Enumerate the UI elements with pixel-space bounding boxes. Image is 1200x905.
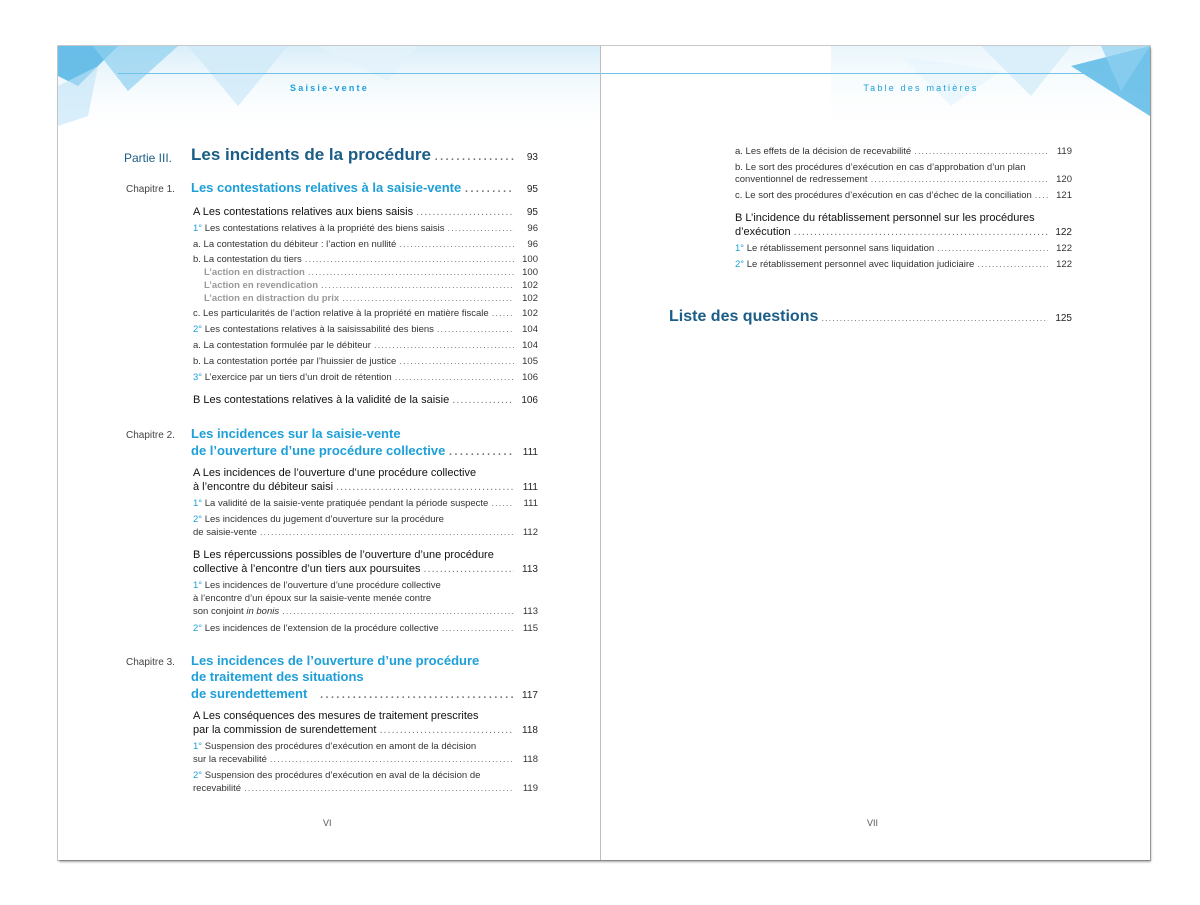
entry-number: 2° [193, 324, 203, 335]
leader-dots [1035, 190, 1048, 201]
entry-text: sur la recevabilité [193, 754, 267, 765]
entry-number: 2° [735, 259, 745, 270]
page-number: 102 [522, 293, 538, 304]
leader-dots [282, 606, 514, 617]
entry-text: à l’encontre du débiteur saisi [193, 481, 334, 493]
entry-text: de saisie-vente [193, 527, 257, 538]
leader-dots [270, 754, 514, 765]
leader-dots [464, 179, 514, 197]
chapter-title: de surendettement [191, 686, 308, 701]
page-number: 125 [1055, 313, 1072, 324]
leader-dots [342, 293, 514, 304]
entry-text: Les contestations relatives à la propriété des biens saisis [202, 223, 445, 234]
toc-entry[interactable] [193, 754, 538, 765]
entry-text[interactable]: à l’encontre d’un époux sur la saisie-vente menée contre [193, 593, 432, 604]
page-number: 119 [1056, 146, 1072, 157]
toc-entry[interactable] [193, 372, 538, 383]
page-number: 122 [1055, 227, 1072, 238]
toc-entry[interactable] [193, 724, 538, 736]
toc-entry[interactable] [193, 563, 538, 575]
entry-text: La validité de la saisie-vente pratiquée pendant la période suspecte [202, 498, 489, 509]
chapter-label: Chapitre 1. [126, 184, 175, 195]
leader-dots [336, 481, 514, 493]
leader-dots [434, 147, 514, 165]
toc-entry[interactable] [193, 206, 538, 218]
entry-text: L’action en distraction du prix [204, 293, 340, 304]
part-title-row[interactable] [191, 145, 538, 165]
entry-text: Le rétablissement personnel avec liquidation judiciaire [744, 259, 975, 270]
leader-dots [374, 340, 514, 351]
page-number: 96 [527, 223, 538, 234]
leader-dots [937, 243, 1048, 254]
page-number: 102 [522, 280, 538, 291]
entry-text: recevabilité [193, 783, 242, 794]
page-number: 104 [522, 340, 538, 351]
toc-entry[interactable] [735, 243, 1072, 254]
leader-dots [321, 280, 514, 291]
part-label: Partie III. [124, 151, 173, 165]
left-page [58, 46, 601, 860]
entry-text: a. Les effets de la décision de recevabilité [735, 146, 912, 157]
running-head: Table des matières [863, 83, 979, 93]
chapter-label: Chapitre 3. [126, 657, 175, 668]
chapter-title: Les contestations relatives à la saisie-vente [191, 180, 462, 195]
leader-dots [399, 239, 514, 250]
entry-number: 3° [193, 372, 203, 383]
entry-text: conventionnel de redressement [735, 174, 868, 185]
entry-text: a. La contestation formulée par le débiteur [193, 340, 371, 351]
leader-dots [308, 267, 514, 278]
toc-entry[interactable] [193, 340, 538, 351]
leader-dots [977, 259, 1048, 270]
toc-entry[interactable] [204, 267, 538, 278]
leader-dots [260, 527, 514, 538]
entry-text[interactable]: b. Le sort des procédures d’exécution en cas d’approbation d’un plan [735, 162, 1026, 173]
page-number: 111 [522, 482, 538, 493]
toc-entry[interactable] [193, 783, 538, 794]
chapter-title-row[interactable] [191, 179, 538, 197]
page-number: 111 [522, 447, 538, 458]
chapter-label: Chapitre 2. [126, 430, 175, 441]
entry-text[interactable]: B L’incidence du rétablissement personnel sur les procédures [735, 212, 1035, 224]
entry-text: L’action en revendication [204, 280, 319, 291]
entry-number: 2° [193, 514, 203, 525]
entry-text: L’exercice par un tiers d’un droit de rétention [202, 372, 392, 383]
entry-text: d’exécution [735, 226, 791, 238]
leader-dots [416, 206, 514, 218]
chapter-title-row[interactable] [191, 685, 538, 703]
toc-entry[interactable] [735, 146, 1072, 157]
entry-number: 1° [193, 580, 203, 591]
page-number: 102 [522, 308, 538, 319]
entry-text[interactable]: B Les répercussions possibles de l’ouverture d’une procédure [193, 549, 494, 561]
entry-text: c. Le sort des procédures d’exécution en cas d’échec de la conciliation [735, 190, 1032, 201]
leader-dots [399, 356, 514, 367]
page-number: 122 [1056, 243, 1072, 254]
entry-text: Les incidences de l’extension de la procédure collective [202, 623, 439, 634]
toc-entry[interactable] [193, 481, 538, 493]
entry-text: L’action en distraction [204, 267, 305, 278]
toc-entry[interactable] [193, 223, 538, 234]
entry-text-part: Les incidences du jugement d’ouverture sur la procédure [202, 514, 444, 525]
toc-entry[interactable] [735, 174, 1072, 185]
entry-number: 1° [735, 243, 745, 254]
entry-text: b. La contestation du tiers [193, 254, 302, 265]
page-number: 111 [523, 498, 538, 509]
page-number: 122 [1056, 259, 1072, 270]
leader-dots [914, 146, 1048, 157]
entry-text-part: Suspension des procédures d’exécution en aval de la décision de [202, 770, 481, 781]
page-number: 118 [522, 725, 538, 736]
leader-dots [871, 174, 1048, 185]
entry-text: b. La contestation portée par l’huissier de justice [193, 356, 397, 367]
page-number: 118 [522, 754, 538, 765]
leader-dots [379, 724, 514, 736]
entry-text: par la commission de surendettement [193, 724, 377, 736]
entry-text: B Les contestations relatives à la validité de la saisie [193, 394, 450, 406]
page-number: 112 [522, 527, 538, 538]
header-rule [601, 73, 1102, 74]
liste-title: Liste des questions [669, 308, 819, 325]
chapter-title-line1[interactable]: Les incidences de l’ouverture d’une procédure [191, 653, 480, 668]
leader-dots [244, 783, 514, 794]
toc-entry[interactable] [193, 308, 538, 319]
toc-entry-liste[interactable] [669, 308, 1072, 326]
page-number: 105 [522, 356, 538, 367]
entry-text: collective à l’encontre d’un tiers aux poursuites [193, 563, 421, 575]
leader-dots [437, 324, 514, 335]
book-spread [58, 46, 1150, 860]
entry-text: c. Les particularités de l’action relative à la propriété en matière fiscale [193, 308, 489, 319]
entry-number: 1° [193, 223, 203, 234]
leader-dots [821, 313, 1048, 324]
leader-dots [794, 226, 1048, 238]
leader-dots [448, 442, 514, 460]
entry-number: 2° [193, 770, 203, 781]
leader-dots [491, 498, 514, 509]
folio: VII [867, 818, 879, 828]
page-number: 113 [522, 564, 538, 575]
toc-entry[interactable] [204, 293, 538, 304]
entry-text[interactable] [193, 741, 476, 752]
page-number: 106 [521, 395, 538, 406]
entry-text[interactable]: A Les incidences de l’ouverture d’une procédure collective [193, 467, 477, 479]
toc-entry[interactable] [193, 394, 538, 406]
leader-dots [423, 563, 514, 575]
entry-text[interactable]: A Les conséquences des mesures de traitement prescrites [193, 710, 479, 722]
entry-number: 2° [193, 623, 203, 634]
page-number: 115 [522, 623, 538, 634]
entry-text[interactable] [193, 514, 444, 525]
page-number: 121 [1056, 190, 1072, 201]
page-number: 119 [522, 783, 538, 794]
entry-text: A Les contestations relatives aux biens saisis [193, 206, 414, 218]
chapter-title-row[interactable] [191, 442, 538, 460]
entry-number: 1° [193, 498, 203, 509]
entry-text: a. La contestation du débiteur : l’action en nullité [193, 239, 397, 250]
toc-entry[interactable] [193, 527, 538, 538]
page-number: 96 [527, 239, 538, 250]
page-number: 104 [522, 324, 538, 335]
toc-entry[interactable] [193, 498, 538, 509]
toc-entry[interactable] [193, 356, 538, 367]
toc-entry[interactable] [193, 239, 538, 250]
page-number: 95 [526, 184, 538, 195]
entry-text[interactable] [193, 580, 441, 591]
folio: VI [323, 818, 332, 828]
page-number: 117 [522, 690, 538, 701]
entry-text-italic: in bonis [246, 606, 280, 617]
page-number: 106 [522, 372, 538, 383]
entry-number: 1° [193, 741, 203, 752]
page-number: 113 [522, 606, 538, 617]
running-head: Saisie-vente [290, 83, 369, 93]
toc-entry[interactable] [735, 259, 1072, 270]
leader-dots [492, 308, 514, 319]
part-title: Les incidents de la procédure [191, 145, 431, 164]
leader-dots [395, 372, 514, 383]
leader-dots [447, 223, 514, 234]
toc-entry[interactable] [193, 606, 538, 617]
leader-dots [442, 623, 514, 634]
entry-text: Le rétablissement personnel sans liquidation [744, 243, 935, 254]
toc-entry[interactable] [735, 226, 1072, 238]
entry-text: Les contestations relatives à la saisissabilité des biens [202, 324, 434, 335]
toc-entry[interactable] [193, 324, 538, 335]
chapter-title: de l’ouverture d’une procédure collective [191, 443, 446, 458]
page-number: 100 [522, 254, 538, 265]
header-rule [118, 73, 601, 74]
chapter-title-line2[interactable]: de traitement des situations [191, 669, 364, 684]
leader-dots [452, 394, 514, 406]
toc-entry[interactable] [193, 623, 538, 634]
page-number: 100 [522, 267, 538, 278]
toc-entry[interactable] [204, 280, 538, 291]
leader-dots [305, 254, 514, 265]
chapter-title-line1[interactable]: Les incidences sur la saisie-vente [191, 426, 401, 441]
entry-text-part: Suspension des procédures d’exécution en amont de la décision [202, 741, 477, 752]
entry-text[interactable] [193, 770, 480, 781]
page-number: 93 [526, 152, 538, 163]
entry-text-part: Les incidences de l’ouverture d’une procédure collective [202, 580, 441, 591]
right-page [601, 46, 1150, 860]
entry-text: son conjoint [193, 606, 247, 617]
page-number: 120 [1056, 174, 1072, 185]
leader-dots [319, 685, 514, 703]
page-number: 95 [526, 207, 538, 218]
toc-entry[interactable] [735, 190, 1072, 201]
toc-entry[interactable] [193, 254, 538, 265]
